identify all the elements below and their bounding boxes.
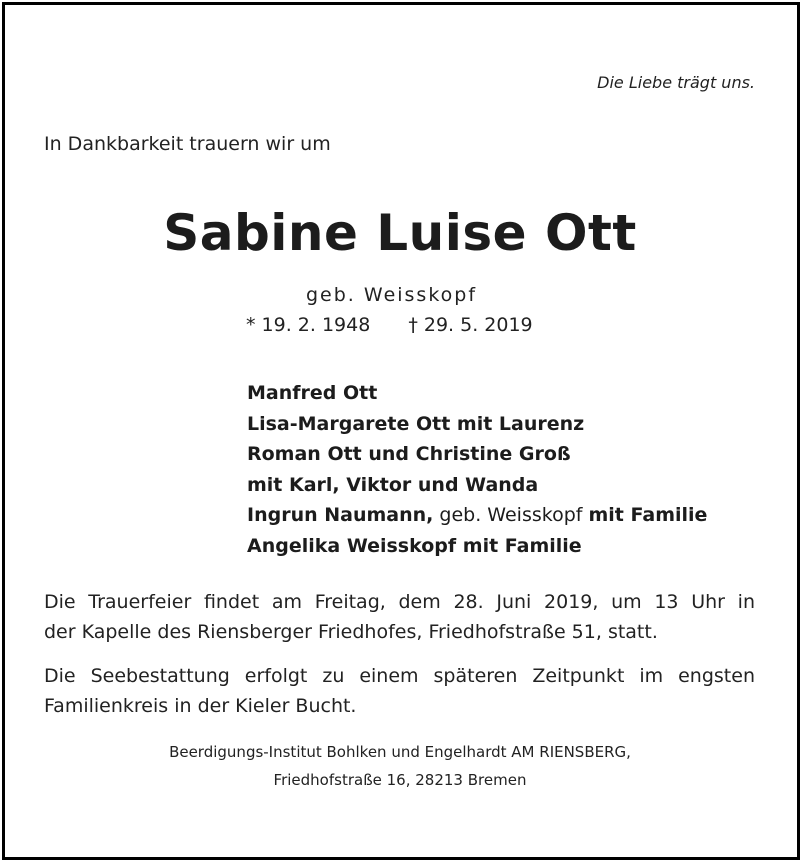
funeral-home-name: Beerdigungs-Institut Bohlken und Engelhardt AM RIENSBERG, [169,743,631,761]
burial-paragraph [44,661,755,721]
mourner-name: Ingrun Naumann, [247,504,434,526]
mourner-line: Roman Ott und Christine Groß [247,443,571,465]
maiden-name: geb. Weisskopf [306,284,478,306]
intro-text: In Dankbarkeit trauern wir um [44,133,331,155]
deceased-name: Sabine Luise Ott [163,204,637,262]
death-date: † 29. 5. 2019 [408,314,533,336]
life-dates [246,314,533,336]
ceremony-paragraph [44,587,755,647]
ceremony-line: der Kapelle des Riensberger Friedhofes, Friedhofstraße 51, statt. [44,621,658,643]
ceremony-line: Die Trauerfeier findet am Freitag, dem 28. Juni 2019, um 13 Uhr in [44,591,755,613]
birth-date: * 19. 2. 1948 [246,314,371,336]
mourner-suffix: mit Familie [588,504,708,526]
mourner-maiden-name: geb. Weisskopf [439,504,583,526]
burial-line: Die Seebestattung erfolgt zu einem späteren Zeitpunkt im engsten [44,665,755,687]
mourner-line [247,500,707,531]
funeral-home-address: Friedhofstraße 16, 28213 Bremen [273,771,527,789]
burial-line: Familienkreis in der Kieler Bucht. [44,695,357,717]
mourner-line: Angelika Weisskopf mit Familie [247,534,582,557]
mourners-list [247,378,707,561]
motto: Die Liebe trägt uns. [597,73,755,92]
mourner-line: mit Karl, Viktor und Wanda [247,473,539,496]
mourner-line: Lisa-Margarete Ott mit Laurenz [247,412,585,435]
mourner-line: Manfred Ott [247,382,378,404]
